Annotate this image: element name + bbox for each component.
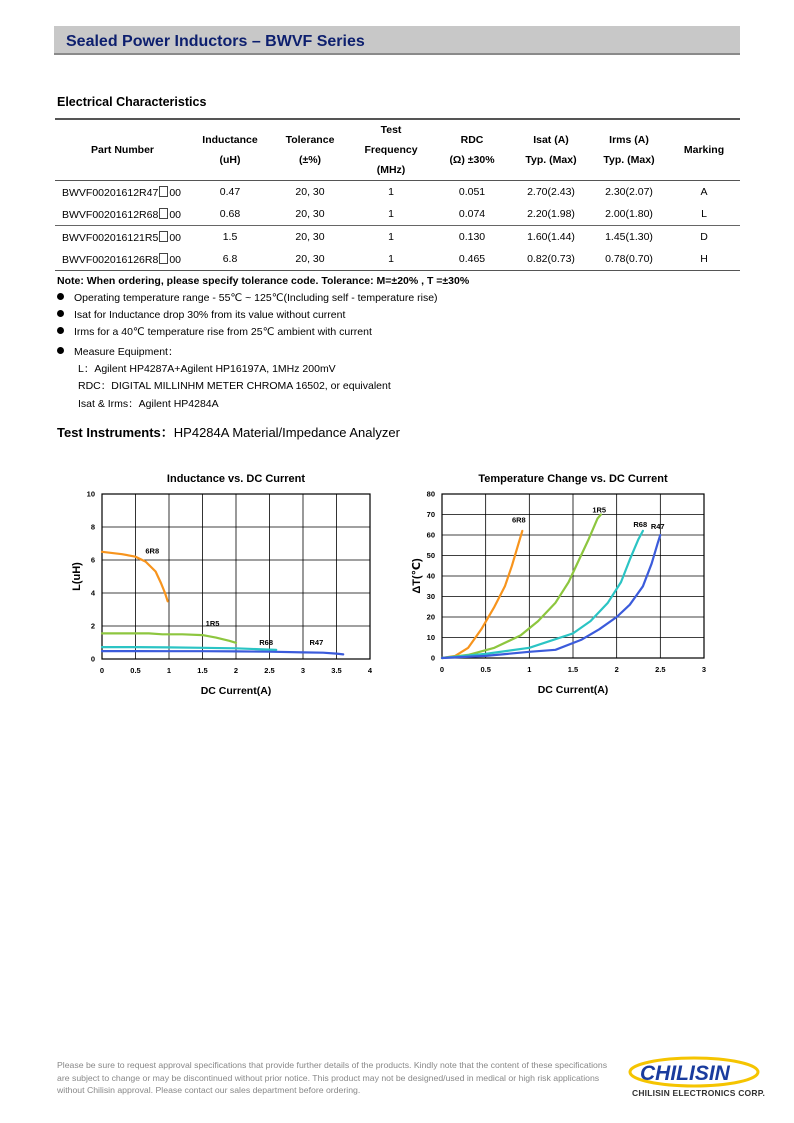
x-tick-label: 2	[233, 666, 239, 675]
col-tolerance	[270, 119, 350, 181]
cell-isat: 1.60(1.44)	[512, 226, 590, 249]
table-row	[55, 248, 740, 271]
cell-part-number	[55, 203, 190, 226]
y-tick-label: 50	[426, 551, 435, 560]
series-line-r68	[442, 531, 643, 658]
cell-rdc: 0.051	[458, 186, 486, 198]
series-label: R68	[633, 519, 648, 529]
col-part-number: Part Number	[55, 119, 190, 181]
cell-inductance: 6.8	[190, 248, 270, 271]
tolerance-code-box	[159, 253, 168, 264]
cell-marking: L	[701, 208, 707, 220]
tolerance-code-box	[159, 231, 168, 242]
chart-title: Inductance vs. DC Current	[166, 473, 306, 485]
x-tick-label: 1.5	[567, 665, 579, 674]
logo-corp-name: CHILISIN ELECTRONICS CORP.	[632, 1088, 766, 1098]
cell-isat: 2.20(1.98)	[527, 208, 575, 220]
series-line-r47	[102, 651, 343, 654]
tolerance-code-box	[159, 208, 168, 219]
temperature-chart	[400, 465, 730, 700]
cell-inductance: 0.68	[219, 208, 241, 220]
y-axis-label: ΔT(℃)	[411, 558, 423, 594]
y-tick-label: 8	[90, 522, 95, 532]
cell-inductance: 1.5	[190, 226, 270, 249]
series-label: 1R5	[592, 505, 607, 515]
y-tick-label: 10	[86, 489, 95, 499]
col-freq-line3: (MHz)	[376, 164, 406, 176]
bullet-text: Isat for Inductance drop 30% from its value without current	[74, 309, 346, 321]
col-isat-line1: Isat (A)	[533, 134, 569, 146]
table-header-row	[55, 119, 740, 181]
cell-freq: 1	[350, 248, 432, 271]
test-instruments-value: HP4284A Material/Impedance Analyzer	[173, 425, 400, 440]
x-tick-label: 3	[300, 666, 306, 675]
col-rdc	[432, 119, 512, 181]
cell-tolerance: 20, 30	[270, 226, 350, 249]
pn-prefix: BWVF002016126R8	[62, 253, 159, 266]
y-tick-label: 80	[426, 489, 435, 499]
cell-marking: H	[668, 248, 740, 271]
x-tick-label: 1	[166, 666, 172, 675]
tolerance-code-box	[159, 186, 168, 197]
cell-part-number	[55, 226, 190, 249]
series-line-r68	[102, 647, 276, 650]
cell-freq: 1	[388, 186, 394, 198]
series-label: 6R8	[511, 515, 526, 525]
cell-isat: 2.70(2.43)	[527, 186, 575, 198]
chart-title: Temperature Change vs. DC Current	[478, 473, 668, 485]
cell-part-number	[55, 181, 190, 204]
cell-rdc: 0.074	[458, 208, 486, 220]
section-title: Electrical Characteristics	[57, 95, 207, 109]
y-tick-label: 10	[426, 633, 435, 642]
measure-line: L：Agilent HP4287A+Agilent HP16197A, 1MHz 200mV	[78, 363, 336, 375]
x-tick-label: 3	[701, 665, 707, 674]
y-tick-label: 2	[90, 621, 95, 631]
col-inductance	[190, 119, 270, 181]
x-tick-label: 0.5	[130, 666, 141, 675]
y-tick-label: 4	[90, 588, 95, 598]
bullet-icon	[57, 293, 64, 300]
series-label: R68	[259, 637, 274, 647]
col-isat	[512, 119, 590, 181]
cell-isat: 0.82(0.73)	[512, 248, 590, 271]
cell-freq: 1	[350, 226, 432, 249]
col-rdc-line2: (Ω) ±30%	[449, 154, 495, 166]
col-irms-line2: Typ. (Max)	[603, 154, 655, 166]
y-tick-label: 30	[426, 592, 435, 601]
cell-freq: 1	[388, 208, 394, 220]
bullet-item	[57, 309, 345, 321]
y-tick-label: 6	[90, 555, 95, 565]
pn-prefix: BWVF002016121R5	[62, 231, 159, 244]
series-label: R47	[650, 521, 665, 531]
x-tick-label: 2	[614, 665, 619, 674]
pn-suffix: 00	[169, 186, 181, 199]
y-tick-label: 40	[426, 571, 435, 581]
x-axis-label: DC Current(A)	[537, 684, 609, 696]
bullet-item	[57, 326, 372, 338]
x-tick-label: 4	[367, 666, 373, 675]
y-axis-label: L(uH)	[71, 562, 83, 591]
bullet-text: Measure Equipment：	[74, 346, 179, 358]
spec-table	[55, 118, 740, 271]
y-tick-label: 70	[426, 510, 435, 519]
col-freq-line1: Test	[380, 124, 402, 136]
table-row	[55, 181, 740, 204]
bullet-item	[57, 292, 438, 304]
y-tick-label: 20	[426, 612, 435, 622]
page-title: Sealed Power Inductors – BWVF Series	[66, 33, 365, 50]
test-instruments-label: Test Instruments：	[57, 425, 174, 440]
y-tick-label: 0	[90, 654, 95, 664]
x-tick-label: 0.5	[480, 665, 491, 674]
x-tick-label: 3.5	[331, 666, 342, 675]
x-axis-label: DC Current(A)	[200, 685, 272, 697]
col-irms-line1: Irms (A)	[609, 134, 649, 146]
cell-part-number	[55, 248, 190, 271]
table-row	[55, 226, 740, 249]
col-tolerance-line2: (±%)	[298, 154, 322, 166]
y-tick-label: 0	[430, 653, 435, 663]
series-label: 1R5	[205, 619, 220, 628]
x-tick-label: 0	[99, 666, 105, 675]
cell-inductance: 0.47	[219, 186, 241, 198]
col-inductance-line2: (uH)	[219, 154, 241, 166]
page-header	[54, 26, 740, 55]
col-isat-line2: Typ. (Max)	[525, 154, 577, 166]
x-tick-label: 2.5	[655, 665, 666, 674]
col-freq-line2: Frequency	[364, 144, 418, 156]
inductance-chart	[60, 465, 390, 700]
measure-line: Isat & Irms：Agilent HP4284A	[78, 398, 219, 410]
bullet-icon	[57, 347, 64, 354]
bullet-icon	[57, 310, 64, 317]
cell-rdc: 0.130	[432, 226, 512, 249]
x-tick-label: 1	[527, 665, 532, 674]
bullet-text: Irms for a 40℃ temperature rise from 25℃ ambient with current	[74, 326, 372, 338]
col-inductance-line1: Inductance	[202, 134, 258, 146]
col-marking: Marking	[668, 119, 740, 181]
cell-tolerance: 20, 30	[295, 186, 325, 198]
x-tick-label: 1.5	[197, 666, 208, 675]
footer-disclaimer: Please be sure to request approval specifications that provide further details of the products. Kindly note that the content of these specifications are subject to change or may be discontinued without prior notice. This product may not be designed/used in medical or high risk applications without Chilisin approval. Please contact our sales department before ordering.	[57, 1060, 608, 1095]
pn-prefix: BWVF00201612R68	[62, 208, 159, 221]
col-rdc-line1: RDC	[460, 134, 484, 146]
cell-irms: 1.45(1.30)	[590, 226, 668, 249]
pn-prefix: BWVF00201612R47	[62, 186, 159, 199]
x-tick-label: 0	[439, 665, 445, 674]
logo-wordmark: CHILISIN	[640, 1062, 730, 1085]
series-label: R47	[309, 637, 324, 647]
table-row	[55, 203, 740, 226]
pn-suffix: 00	[169, 253, 181, 266]
cell-marking: A	[700, 186, 708, 198]
pn-suffix: 00	[169, 208, 181, 221]
pn-suffix: 00	[169, 231, 181, 244]
cell-tolerance: 20, 30	[270, 248, 350, 271]
cell-rdc: 0.465	[432, 248, 512, 271]
cell-irms: 2.30(2.07)	[605, 186, 653, 198]
cell-irms: 2.00(1.80)	[605, 208, 653, 220]
cell-marking: D	[668, 226, 740, 249]
col-test-frequency	[350, 119, 432, 181]
y-tick-label: 60	[426, 530, 435, 540]
col-tolerance-line1: Tolerance	[285, 134, 335, 146]
cell-tolerance: 20, 30	[295, 208, 325, 220]
col-irms	[590, 119, 668, 181]
series-line-6r8	[102, 552, 168, 602]
series-line-6r8	[442, 531, 522, 658]
cell-irms: 0.78(0.70)	[590, 248, 668, 271]
bullet-text: Operating temperature range - 55℃ ~ 125℃(Including self - temperature rise)	[74, 292, 438, 304]
ordering-note: Note: When ordering, please specify tolerance code. Tolerance: M=±20% , T =±30%	[57, 275, 470, 287]
x-tick-label: 2.5	[264, 666, 275, 675]
bullet-icon	[57, 327, 64, 334]
series-label: 6R8	[145, 546, 160, 556]
test-instruments	[57, 422, 400, 441]
bullet-item	[57, 344, 178, 359]
measure-line: RDC：DIGITAL MILLINHM METER CHROMA 16502, or equivalent	[78, 380, 391, 392]
